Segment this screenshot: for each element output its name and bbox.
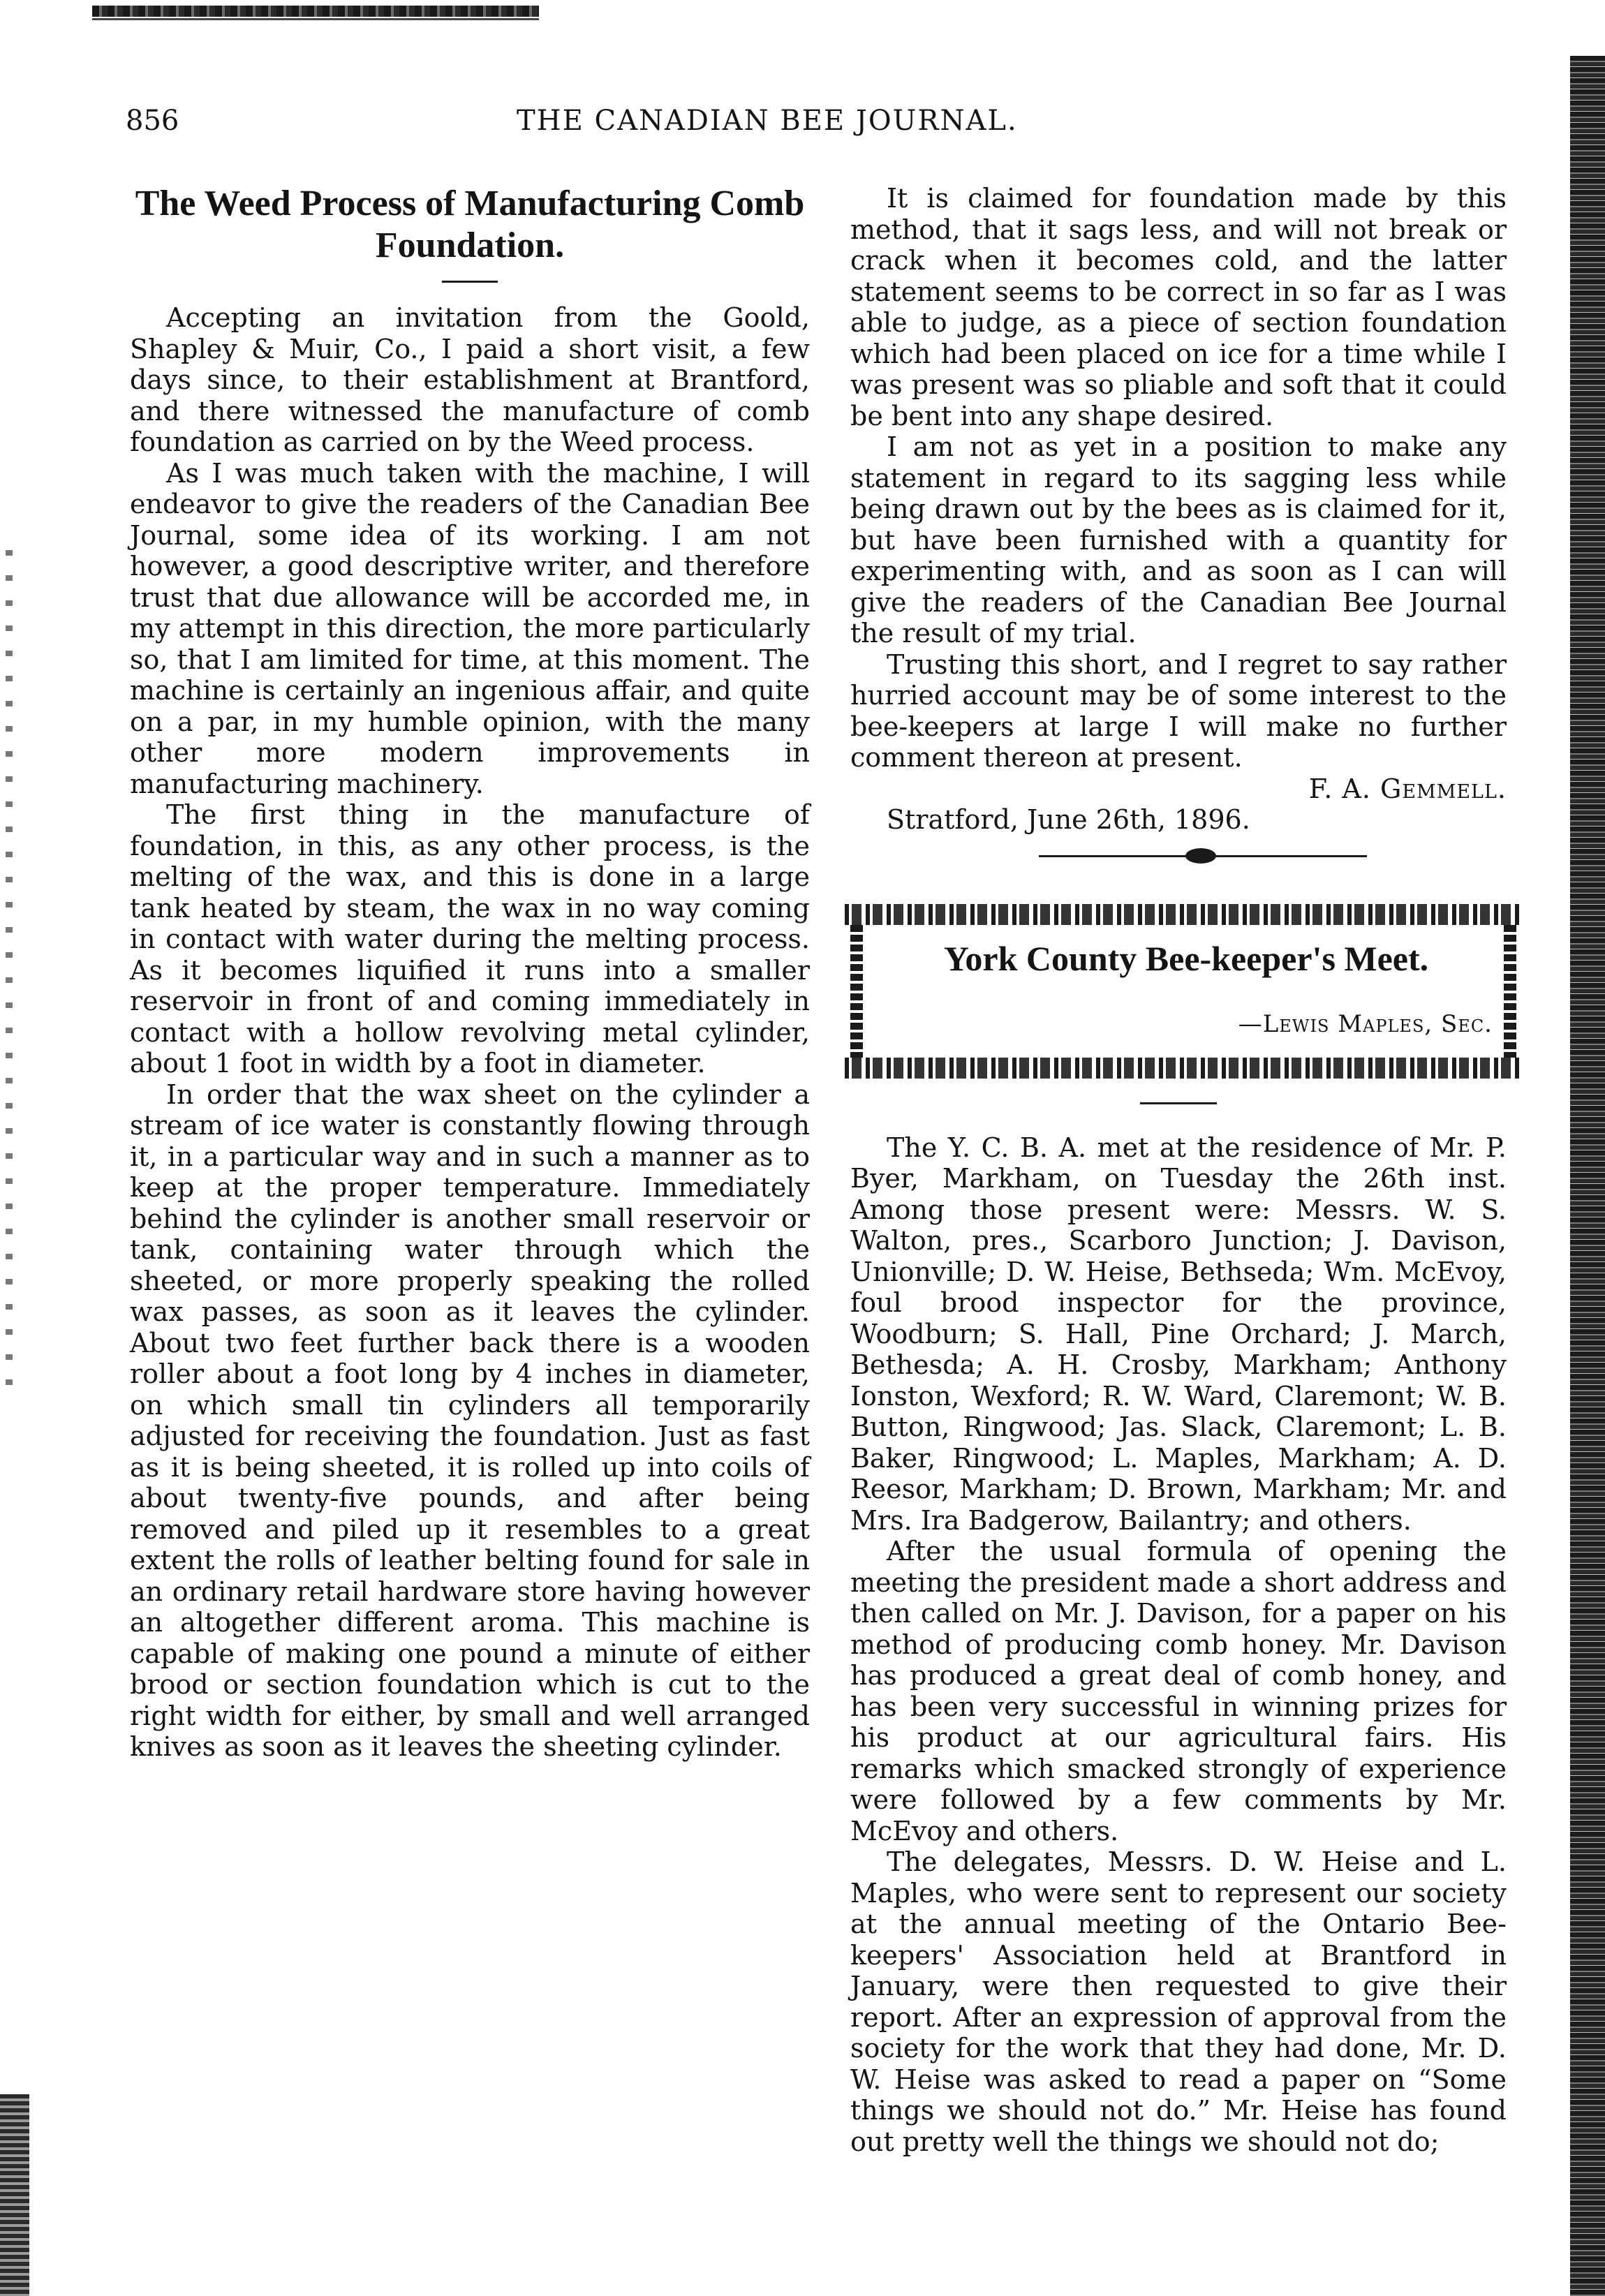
paragraph: Accepting an invitation from the Goold, Shapley & Muir, Co., I paid a short visit, a few days since, to their establishment at Brantford, and there witnessed the manufacture of comb foundation as carried on by the Weed process.	[130, 302, 810, 457]
paragraph: It is claimed for foundation made by this method, that it sags less, and will not break or crack when it becomes cold, and the latter statement seems to be correct in so far as I was able to judge, as a piece of section foundation which had been placed on ice for a time while I was present was so pliable and soft that it could be bent into any shape desired.	[850, 183, 1507, 431]
paragraph: The delegates, Messrs. D. W. Heise and L. Maples, who were sent to represent our society at the annual meeting of the Ontario Bee-keepers' Association held at Brantford in January, were then requested to give their report. After an expression of approval from the society for the work that they had done, Mr. D. W. Heise was asked to read a paper on “Some things we should not do.” Mr. Heise has found out pretty well the things we should not do;	[850, 1846, 1507, 2157]
paragraph: I am not as yet in a position to make any statement in regard to its sagging less while being drawn out by the bees as is claimed for it, but have been furnished with a quantity for experimenting with, and as soon as I can will give the readers of the Canadian Bee Journal the result of my trial.	[850, 431, 1507, 649]
paragraph: Trusting this short, and I regret to say rather hurried account may be of some interest to the bee-keepers at large I will make no further comment thereon at present.	[850, 649, 1507, 773]
paragraph: The first thing in the manufacture of foundation, in this, as any other process, is the melting of the wax, and this is done in a large tank heated by steam, the wax in no way coming in contact with water during the melting process. As it becomes liquified it runs into a smaller reservoir in front of and coming immediately in contact with a hollow revolving metal cylinder, about 1 foot in width by a foot in diameter.	[130, 799, 810, 1079]
ornament-border-top	[845, 904, 1521, 925]
journal-title: THE CANADIAN BEE JOURNAL.	[517, 105, 1018, 137]
scan-artifact-right-edge	[1570, 56, 1605, 2296]
section-rule	[1140, 1102, 1217, 1104]
scan-artifact-top	[92, 6, 539, 17]
paragraph: In order that the wax sheet on the cylinder a stream of ice water is constantly flowing through it, in a particular way and in such a manner as to keep at the proper temperature. Immediately behind the cylinder is another small reservoir or tank, containing water through which the sheeted, or more properly speaking the rolled wax passes, as soon as it leaves the cylinder. About two feet further back there is a wooden roller about a foot long by 4 inches in diameter, on which small tin cylinders all temporarily adjusted for receiving the foundation. Just as fast as it is being sheeted, it is rolled up into coils of about twenty-five pounds, and after being removed and piled up it resembles to a great extent the rolls of leather belting found for sale in an ordinary retail hardware store having however an altogether different aroma. This machine is capable of making one pound a minute of either brood or section foundation which is cut to the right width for either, by small and well arranged knives as soon as it leaves the sheeting cylinder.	[130, 1079, 810, 1762]
right-column	[850, 183, 1507, 2157]
paragraph: After the usual formula of opening the meeting the president made a short address and then called on Mr. J. Davison, for a paper on his method of producing comb honey. Mr. Davison has produced a great deal of comb honey, and has been very successful in winning prizes for his product at our agricultural fairs. His remarks which smacked strongly of experience were followed by a few comments by Mr. McEvoy and others.	[850, 1536, 1507, 1846]
scan-artifact-left-corner	[0, 2094, 29, 2296]
title-rule	[442, 281, 498, 283]
scan-artifact-left-edge	[6, 531, 13, 1396]
paragraph: As I was much taken with the machine, I will endeavor to give the readers of the Canadian Bee Journal, some idea of its working. I am not however, a good descriptive writer, and therefore trust that due allowance will be accorded me, in my attempt in this direction, the more particularly so, that I am limited for time, at this moment. The machine is certainly an ingenious affair, and quite on a par, in my humble opinion, with the many other more modern improvements in manufacturing machinery.	[130, 457, 810, 799]
page-number: 856	[126, 105, 179, 137]
running-header	[126, 105, 1487, 147]
signature: F. A. Gemmell.	[1308, 773, 1507, 804]
scan-artifact-top-rule	[92, 18, 539, 20]
article-byline: —Lewis Maples, Sec.	[1238, 1009, 1493, 1038]
article-title-york-county: York County Bee-keeper's Meet.	[943, 938, 1429, 978]
ornament-border-bottom	[845, 1058, 1521, 1079]
left-column	[130, 183, 810, 1763]
ornament-border-right	[1504, 925, 1516, 1058]
dateline: Stratford, June 26th, 1896.	[887, 804, 1250, 835]
ornament-border-left	[850, 925, 863, 1058]
paragraph: The Y. C. B. A. met at the residence of Mr. P. Byer, Markham, on Tuesday the 26th inst. Among those present were: Messrs. W. S. Walton, pres., Scarboro Junction; J. Davison, Unionville; D. W. Heise, Bethseda; Wm. McEvoy, foul brood inspector for the province, Woodburn; S. Hall, Pine Orchard; J. March, Bethesda; A. H. Crosby, Markham; Anthony Ionston, Wexford; R. W. Ward, Claremont; W. B. Button, Ringwood; Jas. Slack, Claremont; L. B. Baker, Ringwood; L. Maples, Markham; A. D. Reesor, Markham; D. Brown, Markham; Mr. and Mrs. Ira Badgerow, Bailantry; and others.	[850, 1132, 1507, 1536]
article-title-weed-process: The Weed Process of Manufacturing Comb Foundation.	[135, 184, 805, 265]
ornamental-rule	[850, 847, 1507, 864]
ornamental-title-box	[845, 904, 1521, 1079]
